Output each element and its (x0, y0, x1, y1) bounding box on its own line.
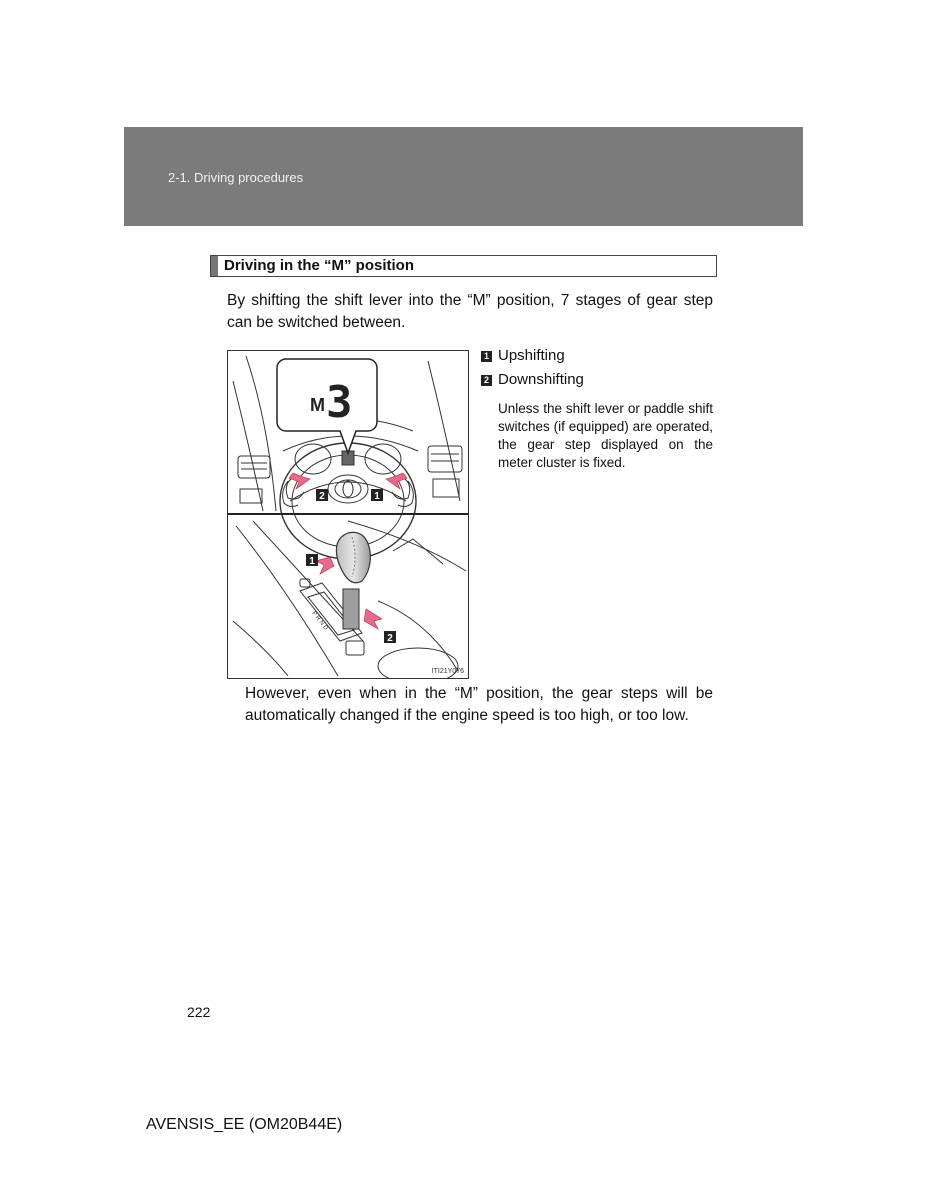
gear-display-callout (277, 359, 377, 453)
image-code: ITI21Y076 (431, 668, 464, 675)
intro-paragraph: By shifting the shift lever into the “M” position, 7 stages of gear step can be switched between. (227, 292, 713, 331)
upshift-paddle-arrow (386, 473, 407, 489)
footer-model-code: AVENSIS_EE (OM20B44E) (146, 1116, 343, 1133)
shift-illustration-svg (228, 351, 468, 678)
upshift-lever-arrow (316, 557, 334, 574)
note-paragraph: Unless the shift lever or paddle shift switches (if equipped) are operated, the gear step displayed on the meter cluster is fixed. (498, 401, 713, 470)
badge-upshift-lever-text: 1 (309, 556, 315, 567)
display-gear-digit: 3 (326, 377, 353, 428)
section-heading (210, 255, 717, 277)
legend-upshifting (481, 347, 565, 365)
header-band (124, 127, 803, 226)
page-number: 222 (187, 1004, 211, 1020)
display-mode-label: M (310, 395, 325, 415)
legend-downshifting (481, 371, 584, 389)
badge-upshift-paddle-text: 1 (374, 491, 380, 502)
section-heading-bar (211, 256, 218, 276)
badge-downshift-paddle-text: 2 (319, 491, 325, 502)
legend-badge-2: 2 (481, 375, 492, 386)
svg-text:P R N D: P R N D (310, 610, 329, 632)
lever-shaft (343, 589, 359, 629)
shift-illustration (227, 350, 469, 679)
legend-badge-1: 1 (481, 351, 492, 362)
section-title: Driving in the “M” position (224, 257, 414, 274)
legend-label-downshifting: Downshifting (498, 371, 584, 388)
downshift-lever-arrow (364, 609, 382, 629)
shift-knob (336, 532, 370, 582)
section-breadcrumb: 2-1. Driving procedures (168, 170, 304, 185)
bottom-paragraph: However, even when in the “M” position, the gear steps will be automatically changed if the engine speed is too high, or too low. (245, 685, 713, 724)
badge-downshift-lever-text: 2 (387, 633, 393, 644)
legend-label-upshifting: Upshifting (498, 347, 565, 364)
downshift-paddle-arrow (289, 473, 310, 489)
